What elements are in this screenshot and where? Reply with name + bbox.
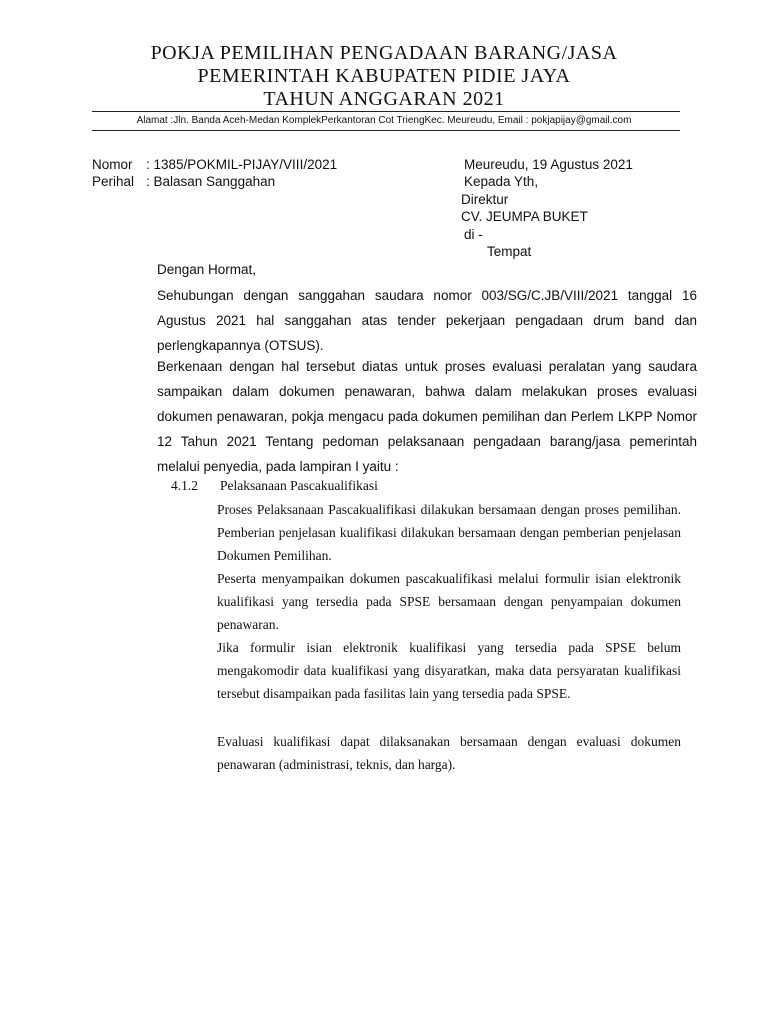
recipient-di: di - — [464, 227, 483, 242]
greeting: Dengan Hormat, — [157, 262, 257, 277]
letterhead-address: Alamat :Jln. Banda Aceh-Medan KomplekPerkantoran Cot TriengKec. Meureudu, Email : pokjapijay@gmail.com — [136, 115, 632, 126]
letterhead-title-line1: POKJA PEMILIHAN PENGADAAN BARANG/JASA — [150, 42, 618, 64]
perihal-label: Perihal — [92, 174, 135, 189]
quote-paragraph-2: Peserta menyampaikan dokumen pascakualifikasi melalui formulir isian elektronik kualifikasi yang tersedia pada SPSE bersamaan dengan penyampaian dokumen penawaran. — [217, 571, 681, 632]
letter-date: Meureudu, 19 Agustus 2021 — [464, 157, 633, 172]
letterhead-title-line2: PEMERINTAH KABUPATEN PIDIE JAYA — [197, 65, 571, 87]
perihal-value: : Balasan Sanggahan — [146, 174, 276, 189]
nomor-value: : 1385/POKMIL-PIJAY/VIII/2021 — [146, 157, 338, 172]
letterhead-rule-top — [92, 111, 680, 112]
recipient-place: Tempat — [487, 244, 532, 259]
recipient-title: Direktur — [461, 192, 509, 207]
quote-paragraph-1: Proses Pelaksanaan Pascakualifikasi dilakukan bersamaan dengan proses pemilihan. Pemberian penjelasan kualifikasi dilakukan bersamaan dengan pemberian penjelasan Dokumen Pemilihan. — [217, 502, 681, 563]
section-number: 4.1.2 — [171, 478, 198, 493]
letterhead-title-line3: TAHUN ANGGARAN 2021 — [263, 88, 505, 110]
paragraph-1: Sehubungan dengan sanggahan saudara nomor 003/SG/C.JB/VIII/2021 tanggal 16 Agustus 2021 hal sanggahan atas tender pekerjaan pengadaan drum band dan perlengkapannya (OTSUS). — [157, 288, 697, 353]
quote-paragraph-3: Jika formulir isian elektronik kualifikasi yang tersedia pada SPSE belum mengakomodir data kualifikasi yang disyaratkan, maka data persyaratan kualifikasi tersebut disampaikan pada fasilitas lain yang tersedia pada SPSE. — [217, 640, 681, 701]
section-title: Pelaksanaan Pascakualifikasi — [220, 478, 378, 493]
recipient-salutation: Kepada Yth, — [464, 174, 539, 189]
paragraph-2: Berkenaan dengan hal tersebut diatas untuk proses evaluasi peralatan yang saudara sampaikan dalam dokumen penawaran, bahwa dalam melakukan proses evaluasi dokumen penawaran, pokja mengacu pada dokumen pemilihan dan Perlem LKPP Nomor 12 Tahun 2021 Tentang pedoman pelaksanaan pengadaan barang/jasa pemerintah melalui penyedia, pada lampiran I yaitu : — [157, 359, 697, 474]
recipient-company: CV. JEUMPA BUKET — [461, 209, 588, 224]
letterhead-rule-bottom — [92, 130, 680, 131]
nomor-label: Nomor — [92, 157, 133, 172]
quote-paragraph-4: Evaluasi kualifikasi dapat dilaksanakan bersamaan dengan evaluasi dokumen penawaran (administrasi, teknis, dan harga). — [217, 734, 681, 772]
